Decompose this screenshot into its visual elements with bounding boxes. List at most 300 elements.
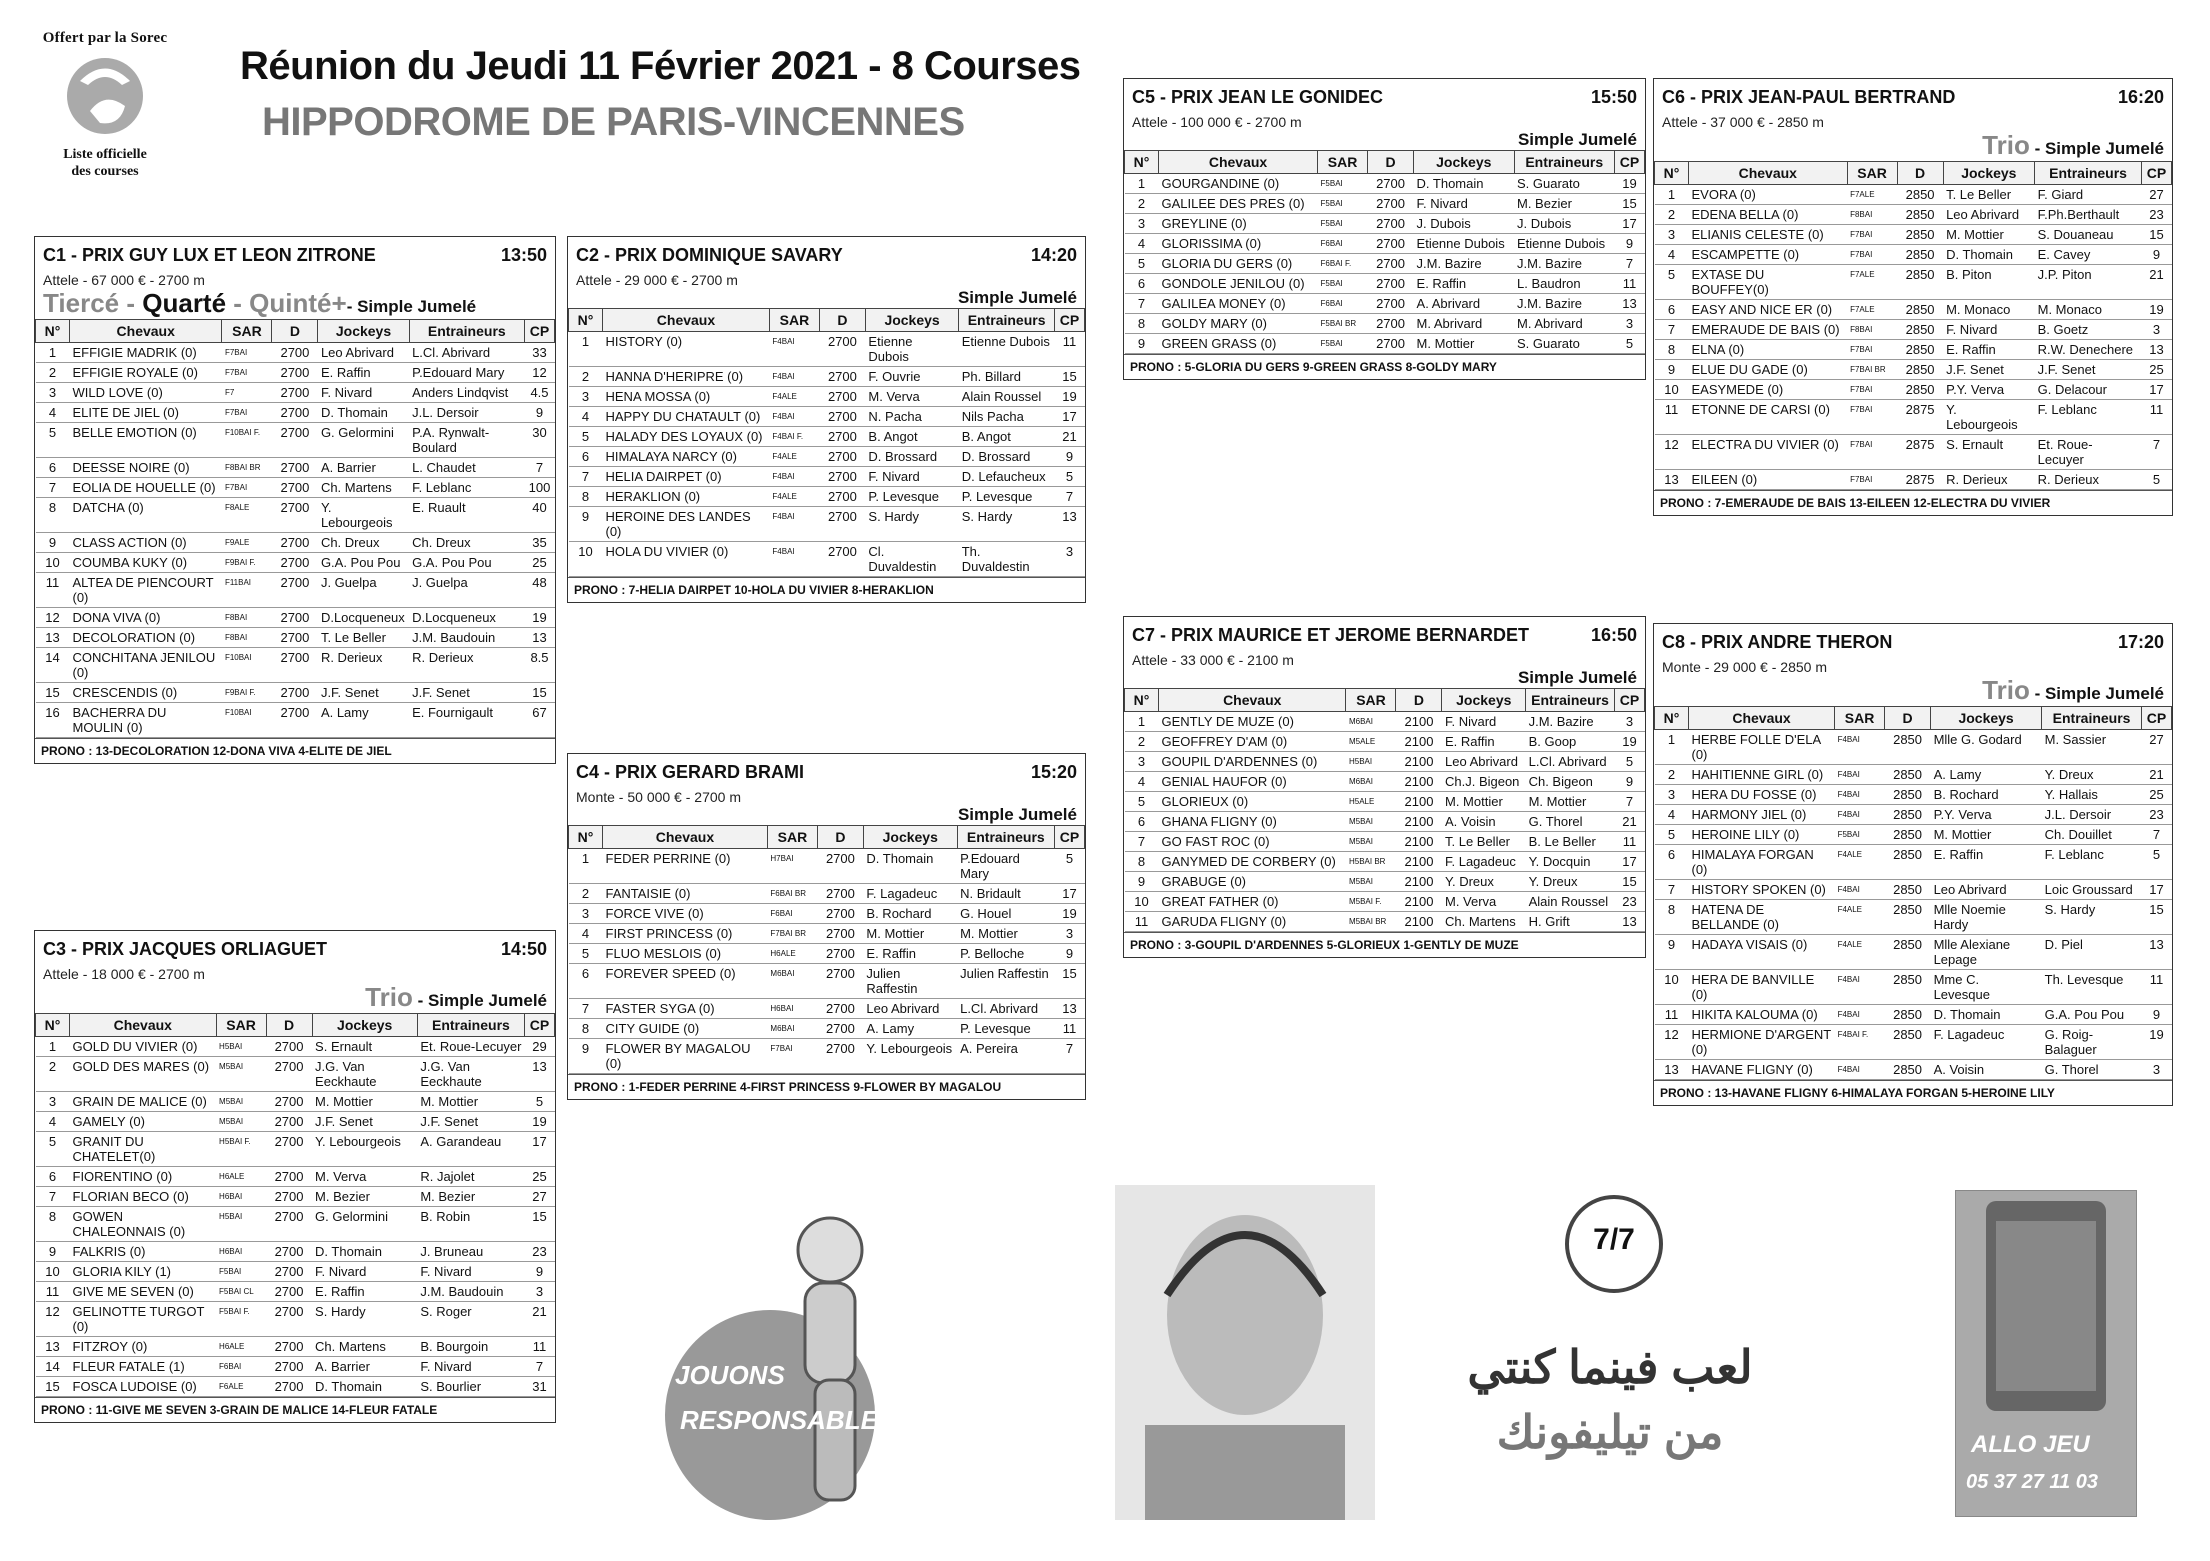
cell-sar: H6BAI [767, 999, 817, 1019]
cell-n: 8 [569, 1019, 603, 1039]
cell-sar: F7BAI [1847, 340, 1897, 360]
cell-sar: M5ALE [1346, 732, 1396, 752]
cell-d: 2700 [1368, 214, 1414, 234]
cell-d: 2700 [266, 1057, 312, 1092]
cell-chevaux: GHANA FLIGNY (0) [1159, 812, 1346, 832]
cell-d: 2700 [817, 999, 863, 1019]
cell-jockeys: F. Lagadeuc [863, 884, 957, 904]
cell-cp: 11 [1055, 1019, 1085, 1039]
cell-chevaux: FOREVER SPEED (0) [603, 964, 768, 999]
cell-cp: 9 [1055, 944, 1085, 964]
cell-jockeys: Ch. Martens [318, 478, 409, 498]
cell-cp: 33 [525, 343, 555, 363]
cell-chevaux: HENA MOSSA (0) [603, 387, 770, 407]
cell-n: 4 [36, 403, 70, 423]
cell-d: 2850 [1885, 1005, 1931, 1025]
cell-entraineurs: F. Leblanc [2042, 845, 2142, 880]
cell-sar: M6BAI [767, 1019, 817, 1039]
col-chevaux: Chevaux [1159, 151, 1318, 174]
cell-n: 4 [569, 924, 603, 944]
bet-tierce: Tiercé [43, 288, 120, 318]
cell-d: 2700 [272, 423, 318, 458]
cell-jockeys: Mlle G. Godard [1931, 730, 2042, 765]
race-c1 [34, 236, 556, 764]
cell-cp: 23 [525, 1242, 555, 1262]
cell-chevaux: BACHERRA DU MOULIN (0) [70, 703, 222, 738]
cell-n: 5 [36, 1132, 70, 1167]
cell-chevaux: HOLA DU VIVIER (0) [603, 542, 770, 577]
cell-cp: 7 [1615, 792, 1645, 812]
runners-table [35, 1013, 555, 1397]
cell-d: 2850 [1897, 265, 1943, 300]
cell-jockeys: M. Mottier [1442, 792, 1526, 812]
col-sar: SAR [222, 320, 272, 343]
cell-sar: H5BAI [216, 1207, 266, 1242]
cell-jockeys: T. Le Beller [1943, 185, 2035, 205]
cell-d: 2850 [1885, 880, 1931, 900]
cell-n: 3 [569, 387, 603, 407]
cell-d: 2700 [1368, 334, 1414, 354]
cell-n: 3 [1655, 785, 1689, 805]
cell-d: 2700 [817, 849, 863, 884]
table-row [569, 427, 1085, 447]
cell-sar: M5BAI [216, 1112, 266, 1132]
table-row [36, 1207, 555, 1242]
cell-chevaux: HELIA DAIRPET (0) [603, 467, 770, 487]
cell-jockeys: Y. Lebourgeois [863, 1039, 957, 1074]
cell-cp: 21 [1055, 427, 1085, 447]
cell-cp: 11 [1055, 332, 1085, 367]
cell-jockeys: E. Raffin [1414, 274, 1514, 294]
cell-n: 10 [1655, 380, 1689, 400]
cell-jockeys: D. Brossard [865, 447, 958, 467]
col-entraineurs: Entraineurs [2035, 162, 2142, 185]
cell-sar: M6BAI [1346, 772, 1396, 792]
cell-chevaux: HIMALAYA FORGAN (0) [1689, 845, 1835, 880]
cell-jockeys: R. Derieux [318, 648, 409, 683]
cell-n: 9 [1125, 872, 1159, 892]
cell-entraineurs: Alain Roussel [959, 387, 1055, 407]
cell-d: 2700 [266, 1302, 312, 1337]
cell-n: 8 [1655, 900, 1689, 935]
cell-sar: F4ALE [1835, 845, 1885, 880]
phone-horses-icon [1956, 1191, 2136, 1421]
cell-sar: F10BAI [222, 703, 272, 738]
runners-table [1124, 688, 1645, 932]
cell-entraineurs: Th. Levesque [2042, 970, 2142, 1005]
cell-jockeys: Ch.J. Bigeon [1442, 772, 1526, 792]
col-jockeys: Jockeys [1442, 689, 1526, 712]
cell-entraineurs: Nils Pacha [959, 407, 1055, 427]
cell-n: 9 [1125, 334, 1159, 354]
col-chevaux: Chevaux [1689, 707, 1835, 730]
cell-chevaux: FIORENTINO (0) [70, 1167, 217, 1187]
cell-sar: F4BAI [769, 407, 819, 427]
cell-n: 7 [36, 1187, 70, 1207]
cell-cp: 15 [525, 683, 555, 703]
cell-jockeys: Mme C. Levesque [1931, 970, 2042, 1005]
cell-n: 3 [569, 904, 603, 924]
cell-entraineurs: Ph. Billard [959, 367, 1055, 387]
cell-jockeys: E. Raffin [863, 944, 957, 964]
cell-cp: 3 [1615, 712, 1645, 732]
table-row [1655, 845, 2172, 880]
cell-d: 2100 [1396, 872, 1442, 892]
cell-cp: 27 [2142, 730, 2172, 765]
cell-chevaux: GLORISSIMA (0) [1159, 234, 1318, 254]
cell-chevaux: GREYLINE (0) [1159, 214, 1318, 234]
cell-cp: 40 [525, 498, 555, 533]
cell-cp: 11 [1615, 274, 1645, 294]
race-time: 14:20 [1030, 245, 1077, 265]
cell-jockeys: A. Voisin [1931, 1060, 2042, 1080]
cell-cp: 9 [2142, 245, 2172, 265]
cell-sar: M6BAI [1346, 712, 1396, 732]
cell-jockeys: G.A. Pou Pou [318, 553, 409, 573]
table-row [36, 1092, 555, 1112]
cell-n: 2 [1125, 732, 1159, 752]
cell-chevaux: FORCE VIVE (0) [603, 904, 768, 924]
table-row [1655, 970, 2172, 1005]
cell-chevaux: DONA VIVA (0) [70, 608, 222, 628]
cell-d: 2700 [266, 1377, 312, 1397]
cell-jockeys: M. Verva [312, 1167, 417, 1187]
cell-entraineurs: M. Bezier [417, 1187, 524, 1207]
cell-sar: F8BAI [222, 608, 272, 628]
cell-n: 9 [36, 1242, 70, 1262]
cell-entraineurs: B. Angot [959, 427, 1055, 447]
cell-jockeys: D. Thomain [863, 849, 957, 884]
cell-sar: F8BAI [1847, 205, 1897, 225]
cell-chevaux: FLEUR FATALE (1) [70, 1357, 217, 1377]
cell-cp: 3 [1055, 542, 1085, 577]
cell-cp: 5 [2142, 845, 2172, 880]
cell-entraineurs: M. Abrivard [1514, 314, 1615, 334]
table-row [1125, 832, 1645, 852]
cell-n: 8 [1655, 340, 1689, 360]
table-row [36, 533, 555, 553]
cell-entraineurs: J.L. Dersoir [2042, 805, 2142, 825]
cell-jockeys: E. Raffin [312, 1282, 417, 1302]
cell-entraineurs: S. Douaneau [2035, 225, 2142, 245]
cell-d: 2850 [1897, 380, 1943, 400]
cell-n: 3 [36, 383, 70, 403]
cell-n: 4 [1655, 245, 1689, 265]
race-title: C1 - PRIX GUY LUX ET LEON ZITRONE [43, 245, 376, 265]
table-row [1655, 360, 2172, 380]
cell-jockeys: N. Pacha [865, 407, 958, 427]
cell-jockeys: A. Barrier [312, 1357, 417, 1377]
table-row [1655, 935, 2172, 970]
bet-simple: - Simple Jumelé [2034, 684, 2164, 703]
cell-cp: 13 [1615, 294, 1645, 314]
cell-d: 2700 [272, 343, 318, 363]
cell-entraineurs: F. Giard [2035, 185, 2142, 205]
cell-cp: 5 [1055, 849, 1085, 884]
prono: PRONO : 13-HAVANE FLIGNY 6-HIMALAYA FORGAN 5-HEROINE LILY [1654, 1080, 2172, 1105]
cell-chevaux: GANYMED DE CORBERY (0) [1159, 852, 1346, 872]
col-cp: CP [525, 320, 555, 343]
race-header [35, 931, 555, 960]
cell-sar: F5BAI CL [216, 1282, 266, 1302]
cell-cp: 19 [525, 608, 555, 628]
cell-chevaux: HATENA DE BELLANDE (0) [1689, 900, 1835, 935]
cell-sar: H5BAI F. [216, 1132, 266, 1167]
cell-sar: F5BAI BR [1318, 314, 1368, 334]
prono: PRONO : 5-GLORIA DU GERS 9-GREEN GRASS 8-GOLDY MARY [1124, 354, 1645, 379]
cell-sar: F4ALE [1835, 935, 1885, 970]
col-n: N° [36, 1014, 70, 1037]
cell-cp: 19 [1615, 732, 1645, 752]
cell-entraineurs: Et. Roue-Lecuyer [2035, 435, 2142, 470]
cell-d: 2700 [819, 367, 865, 387]
cell-chevaux: ALTEA DE PIENCOURT (0) [70, 573, 222, 608]
logo-line1: Liste officielle [63, 147, 147, 162]
cell-jockeys: Y. Lebourgeois [1943, 400, 2035, 435]
cell-jockeys: Y. Lebourgeois [318, 498, 409, 533]
race-c3 [34, 930, 556, 1423]
cell-entraineurs: M. Mottier [1526, 792, 1615, 812]
bet-dash: - [119, 288, 143, 318]
race-header [1654, 79, 2172, 108]
table-row [569, 999, 1085, 1019]
cell-n: 9 [36, 533, 70, 553]
cell-entraineurs: Y. Hallais [2042, 785, 2142, 805]
cell-entraineurs: S. Hardy [2042, 900, 2142, 935]
cell-chevaux: GOUPIL D'ARDENNES (0) [1159, 752, 1346, 772]
cell-sar: F4ALE [769, 387, 819, 407]
table-row [569, 904, 1085, 924]
cell-cp: 15 [1055, 367, 1085, 387]
cell-cp: 15 [2142, 225, 2172, 245]
cell-n: 12 [1655, 435, 1689, 470]
cell-chevaux: EFFIGIE MADRIK (0) [70, 343, 222, 363]
table-row [569, 507, 1085, 542]
cell-d: 2850 [1897, 245, 1943, 265]
cell-cp: 4.5 [525, 383, 555, 403]
cell-chevaux: ELECTRA DU VIVIER (0) [1689, 435, 1848, 470]
cell-cp: 3 [2142, 320, 2172, 340]
cell-cp: 9 [525, 1262, 555, 1282]
cell-cp: 13 [525, 628, 555, 648]
cell-cp: 11 [525, 1337, 555, 1357]
cell-cp: 9 [2142, 1005, 2172, 1025]
cell-n: 10 [36, 1262, 70, 1282]
cell-entraineurs: E. Cavey [2035, 245, 2142, 265]
bet-trio: Trio [1982, 675, 2030, 705]
cell-jockeys: M. Bezier [312, 1187, 417, 1207]
table-row [569, 964, 1085, 999]
table-row [36, 423, 555, 458]
cell-jockeys: A. Voisin [1442, 812, 1526, 832]
table-row [36, 383, 555, 403]
table-row [1125, 792, 1645, 812]
cell-sar: M5BAI [216, 1057, 266, 1092]
cell-cp: 7 [525, 458, 555, 478]
race-header [1654, 624, 2172, 653]
cell-n: 5 [1125, 254, 1159, 274]
runners-table [35, 319, 555, 738]
cell-n: 5 [1655, 825, 1689, 845]
col-cp: CP [2142, 707, 2172, 730]
col-chevaux: Chevaux [603, 309, 770, 332]
cell-cp: 19 [1615, 174, 1645, 194]
bet-types: Simple Jumelé [957, 288, 1077, 307]
cell-sar: F4ALE [1835, 900, 1885, 935]
cell-d: 2850 [1897, 205, 1943, 225]
cell-sar: F4BAI F. [769, 427, 819, 447]
col-sar: SAR [1318, 151, 1368, 174]
cell-jockeys: Leo Abrivard [1943, 205, 2035, 225]
cell-entraineurs: J. Dubois [1514, 214, 1615, 234]
table-row [36, 1262, 555, 1282]
ad-line2: RESPONSABLE [680, 1405, 878, 1435]
cell-n: 12 [1655, 1025, 1689, 1060]
cell-d: 2700 [272, 458, 318, 478]
cell-d: 2700 [1368, 234, 1414, 254]
col-d: D [819, 309, 865, 332]
cell-sar: H6BAI [216, 1187, 266, 1207]
cell-cp: 48 [525, 573, 555, 608]
cell-sar: F7BAI [222, 478, 272, 498]
cell-jockeys: J.F. Senet [318, 683, 409, 703]
cell-sar: F7BAI [222, 363, 272, 383]
cell-entraineurs: J.L. Dersoir [409, 403, 524, 423]
col-entraineurs: Entraineurs [2042, 707, 2142, 730]
cell-jockeys: F. Nivard [1414, 194, 1514, 214]
col-n: N° [1125, 151, 1159, 174]
cell-cp: 25 [525, 1167, 555, 1187]
cell-chevaux: GENIAL HAUFOR (0) [1159, 772, 1346, 792]
table-row [1125, 852, 1645, 872]
cell-sar: F4BAI [769, 467, 819, 487]
cell-n: 2 [569, 367, 603, 387]
cell-jockeys: M. Mottier [1931, 825, 2042, 845]
cell-jockeys: A. Abrivard [1414, 294, 1514, 314]
cell-n: 3 [1125, 214, 1159, 234]
col-jockeys: Jockeys [312, 1014, 417, 1037]
cell-entraineurs: S. Guarato [1514, 174, 1615, 194]
cell-n: 2 [569, 884, 603, 904]
cell-d: 2850 [1885, 900, 1931, 935]
cell-entraineurs: F. Nivard [417, 1262, 524, 1282]
cell-n: 2 [36, 363, 70, 383]
table-row [1125, 314, 1645, 334]
cell-entraineurs: A. Pereira [957, 1039, 1054, 1074]
race-conditions: Attele - 37 000 € - 2850 m [1662, 114, 1824, 130]
cell-jockeys: R. Derieux [1943, 470, 2035, 490]
cell-cp: 13 [1055, 999, 1085, 1019]
race-title: C5 - PRIX JEAN LE GONIDEC [1132, 87, 1384, 107]
bet-quinte: Quinté+ [249, 288, 347, 318]
cell-jockeys: Y. Lebourgeois [312, 1132, 417, 1167]
cell-sar: H5BAI BR [1346, 852, 1396, 872]
cell-sar: F6BAI F. [1318, 254, 1368, 274]
table-row [1655, 765, 2172, 785]
col-entraineurs: Entraineurs [1514, 151, 1615, 174]
cell-entraineurs: Y. Docquin [1526, 852, 1615, 872]
col-jockeys: Jockeys [865, 309, 958, 332]
cell-jockeys: F. Nivard [1943, 320, 2035, 340]
cell-entraineurs: D. Piel [2042, 935, 2142, 970]
prono: PRONO : 7-EMERAUDE DE BAIS 13-EILEEN 12-ELECTRA DU VIVIER [1654, 490, 2172, 515]
cell-jockeys: A. Lamy [318, 703, 409, 738]
jouons-responsable-ad [630, 1205, 940, 1525]
cell-cp: 19 [2142, 1025, 2172, 1060]
cell-d: 2700 [819, 507, 865, 542]
cell-chevaux: FLUO MESLOIS (0) [603, 944, 768, 964]
race-title: C8 - PRIX ANDRE THERON [1662, 632, 1893, 652]
table-row [1655, 300, 2172, 320]
cell-chevaux: GLORIEUX (0) [1159, 792, 1346, 812]
table-row [36, 343, 555, 363]
cell-d: 2700 [817, 884, 863, 904]
cell-chevaux: FITZROY (0) [70, 1337, 217, 1357]
cell-chevaux: HIKITA KALOUMA (0) [1689, 1005, 1835, 1025]
cell-chevaux: EOLIA DE HOUELLE (0) [70, 478, 222, 498]
cell-cp: 27 [2142, 185, 2172, 205]
table-row [569, 542, 1085, 577]
cell-d: 2700 [266, 1242, 312, 1262]
race-c5 [1123, 78, 1646, 380]
cell-d: 2100 [1396, 712, 1442, 732]
cell-entraineurs: G. Thorel [1526, 812, 1615, 832]
cell-cp: 17 [1055, 884, 1085, 904]
table-row [1125, 274, 1645, 294]
table-row [36, 1337, 555, 1357]
cell-cp: 100 [525, 478, 555, 498]
table-row [569, 884, 1085, 904]
table-row [1125, 214, 1645, 234]
cell-chevaux: GALILEE DES PRES (0) [1159, 194, 1318, 214]
cell-jockeys: E. Raffin [1442, 732, 1526, 752]
cell-sar: F5BAI [1835, 825, 1885, 845]
bet-simple: - Simple Jumelé [346, 297, 477, 316]
runners-table [568, 825, 1085, 1074]
cell-n: 11 [1655, 1005, 1689, 1025]
table-row [569, 924, 1085, 944]
cell-jockeys: E. Raffin [1931, 845, 2042, 880]
cell-sar: F7BAI [1847, 470, 1897, 490]
cell-entraineurs: R. Derieux [2035, 470, 2142, 490]
table-row [36, 1037, 555, 1057]
col-entraineurs: Entraineurs [1526, 689, 1615, 712]
table-row [1655, 785, 2172, 805]
race-time: 16:20 [2117, 87, 2164, 107]
cell-jockeys: M. Monaco [1943, 300, 2035, 320]
table-row [1125, 234, 1645, 254]
race-header [568, 754, 1085, 783]
runners-table [568, 308, 1085, 577]
col-sar: SAR [216, 1014, 266, 1037]
prono: PRONO : 13-DECOLORATION 12-DONA VIVA 4-ELITE DE JIEL [35, 738, 555, 763]
cell-chevaux: HAPPY DU CHATAULT (0) [603, 407, 770, 427]
col-entraineurs: Entraineurs [959, 309, 1055, 332]
cell-n: 16 [36, 703, 70, 738]
table-row [1125, 732, 1645, 752]
cell-sar: F8BAI [1847, 320, 1897, 340]
table-row [1655, 880, 2172, 900]
cell-cp: 9 [1615, 234, 1645, 254]
cell-jockeys: Leo Abrivard [1442, 752, 1526, 772]
cell-d: 2700 [819, 387, 865, 407]
col-sar: SAR [769, 309, 819, 332]
cell-chevaux: EASYMEDE (0) [1689, 380, 1848, 400]
cell-entraineurs: Ch. Dreux [409, 533, 524, 553]
cell-d: 2700 [272, 573, 318, 608]
cell-d: 2850 [1885, 765, 1931, 785]
cell-n: 5 [1125, 792, 1159, 812]
